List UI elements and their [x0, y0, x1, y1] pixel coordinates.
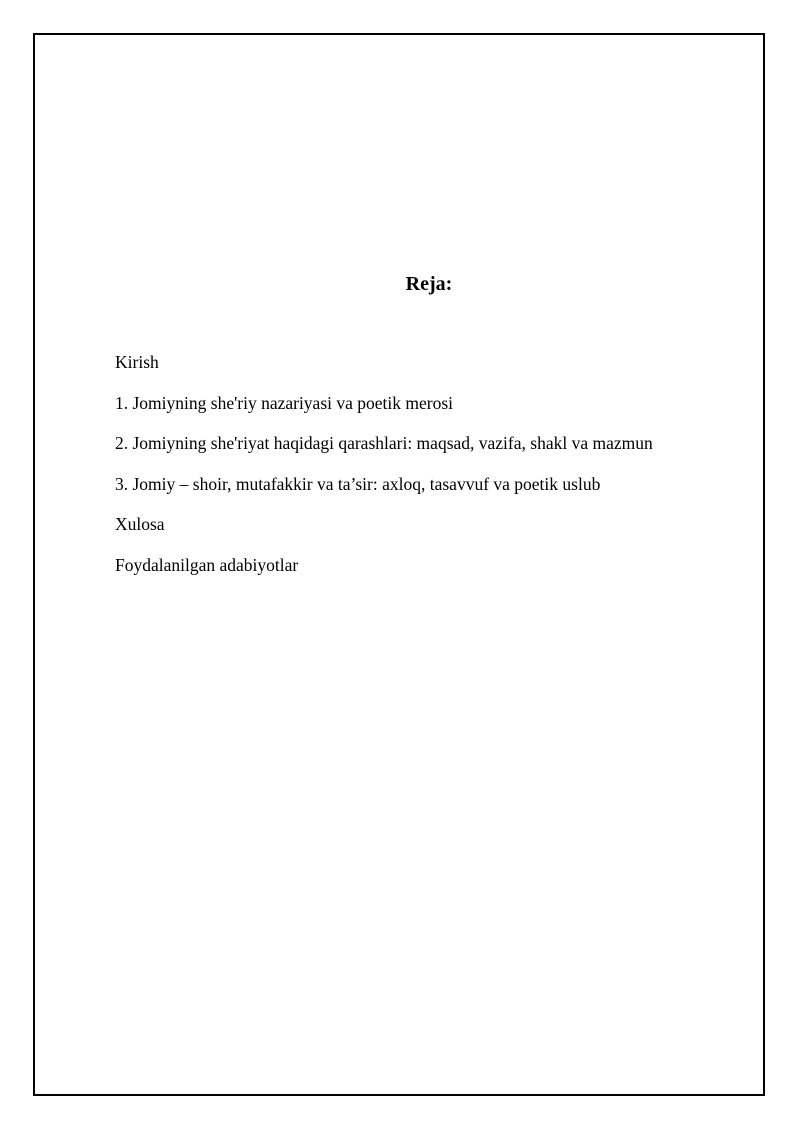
plan-list: [115, 350, 653, 593]
page-title: Reja:: [405, 273, 453, 295]
plan-item-introduction: Kirish: [115, 352, 159, 372]
plan-item-references: Foydalanilgan adabiyotlar: [115, 554, 299, 575]
plan-item-conclusion: Xulosa: [115, 514, 165, 534]
plan-item-chapter-3: 3. Jomiy – shoir, mutafakkir va ta’sir: axloq, tasavvuf va poetik uslub: [115, 473, 601, 494]
plan-item-chapter-2: 2. Jomiyning she'riyat haqidagi qarashlari: maqsad, vazifa, shakl va mazmun: [115, 433, 653, 453]
plan-item-chapter-1: 1. Jomiyning she'riy nazariyasi va poetik merosi: [115, 392, 454, 413]
